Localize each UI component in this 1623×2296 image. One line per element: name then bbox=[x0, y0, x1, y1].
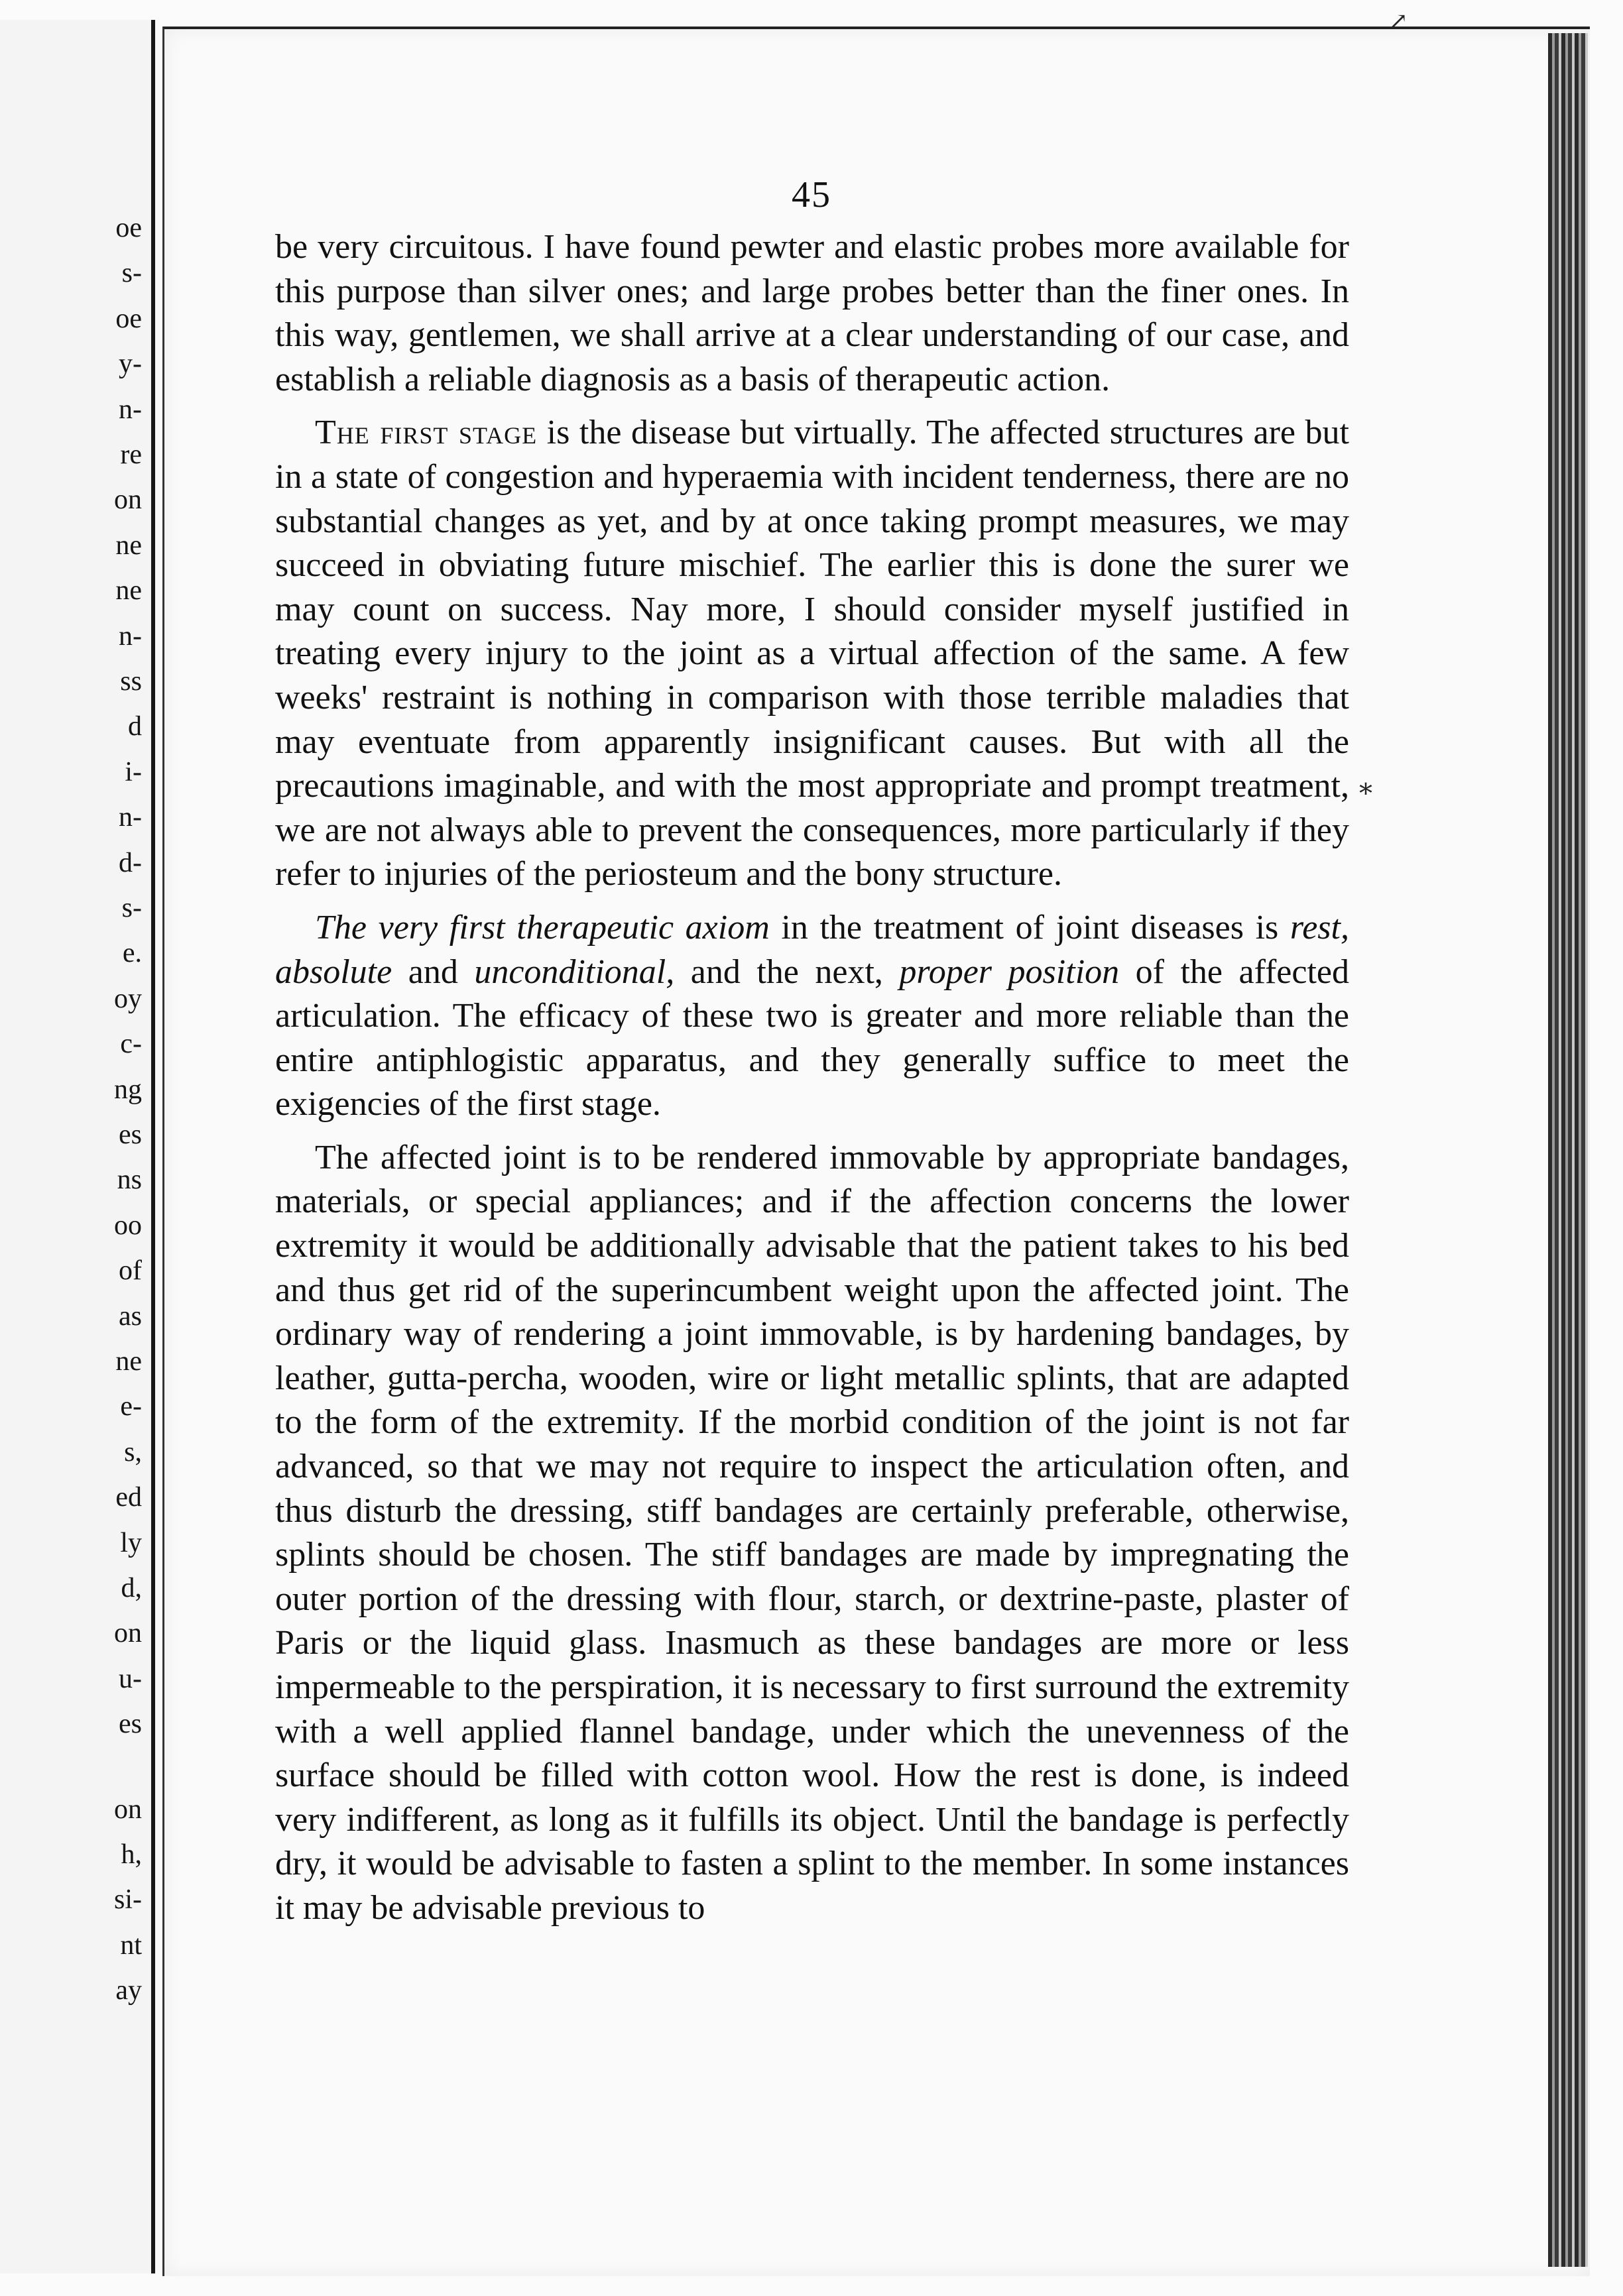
previous-page-fragment: d, bbox=[121, 1573, 142, 1603]
previous-page-fragment: ng bbox=[114, 1074, 142, 1105]
paragraph-2 bbox=[275, 411, 1349, 897]
previous-page-fragment: oo bbox=[114, 1210, 142, 1241]
previous-page-fragment: ne bbox=[115, 530, 142, 561]
previous-page-fragment: ed bbox=[115, 1482, 142, 1513]
previous-page-fragment: d- bbox=[119, 847, 142, 878]
emphasis-unconditional: unconditional, bbox=[474, 952, 675, 991]
previous-page-fragment: ay bbox=[115, 1975, 142, 2006]
previous-page-fragment: n- bbox=[119, 620, 142, 652]
emphasis-rest: rest, absolute bbox=[275, 908, 1349, 991]
previous-page-fragment: s- bbox=[121, 893, 142, 923]
previous-page-fragment: ly bbox=[120, 1527, 142, 1558]
previous-page-fragment: re bbox=[120, 439, 142, 470]
previous-page-fragment: u- bbox=[119, 1663, 142, 1694]
previous-page-fragment: es bbox=[119, 1119, 142, 1150]
previous-page-fragment: es bbox=[119, 1709, 142, 1740]
margin-mark: ⁎ bbox=[1359, 770, 1372, 801]
previous-page-fragment: ne bbox=[115, 1346, 142, 1377]
previous-page-edge bbox=[0, 20, 155, 2273]
paragraph-3-text-2: and bbox=[392, 952, 475, 991]
previous-page-fragment: n- bbox=[119, 394, 142, 425]
emphasis-axiom: The very first therapeutic axiom bbox=[315, 908, 770, 947]
previous-page-fragment: si- bbox=[114, 1884, 142, 1916]
previous-page-fragment: on bbox=[114, 1618, 142, 1649]
previous-page-fragment: e. bbox=[122, 938, 142, 969]
section-lead: The first stage bbox=[315, 414, 538, 452]
previous-page-fragment: ne bbox=[115, 575, 142, 606]
previous-page-fragment: oe bbox=[115, 213, 142, 243]
page-number: 45 bbox=[792, 174, 831, 215]
paragraph-4: The affected joint is to be rendered immovable by appropriate bandages, materials, or special appliances; and if the affection concerns the lower extremity it would be additionally advisable that the patient takes to his bed and thus get rid of the superincumbent weight upon the affected joint. The ordinary way of rendering a joint immovable, is by hardening bandages, by leather, gutta-percha, wooden, wire or light metallic splints, that are adapted to the form of the extremity. If the morbid condition of the joint is not far advanced, so that we may not require to inspect the articulation often, and thus disturb the dressing, stiff bandages are certainly preferable, otherwise, splints should be chosen. The stiff bandages are made by impregnating the outer portion of the dressing with flour, starch, or dextrine-paste, plaster of Paris or the liquid glass. Inasmuch as these bandages are more or less impermeable to the perspiration, it is necessary to first surround the extremity with a well applied flannel bandage, under which the unevenness of the surface should be filled with cotton wool. How the rest is done, is indeed very indifferent, as long as it fulfills its object. Until the bandage is perfectly dry, it would be advisable to fasten a splint to the member. In some instances it may be advisable previous to bbox=[275, 1138, 1349, 1927]
previous-page-fragment: s- bbox=[121, 258, 142, 289]
previous-page-fragment: e- bbox=[120, 1391, 142, 1422]
previous-page-fragment: s, bbox=[124, 1436, 142, 1467]
previous-page-fragment: nt bbox=[120, 1929, 142, 1961]
paragraph-3-text-4: of the affected articulation. The efficacy of these two is greater and more reliable than the entire antiphlogistic apparatus, and they generally suffice to meet the exigencies of the first stage. bbox=[275, 952, 1349, 1123]
previous-page-fragment: oe bbox=[115, 303, 142, 334]
paragraph-1: be very circuitous. I have found pewter and elastic probes more available for this purpose than silver ones; and large probes better than the finer ones. In this way, gentlemen, we shall arrive at a clear understanding of our case, and establish a reliable diagnosis as a basis of therapeutic action. bbox=[275, 228, 1349, 398]
paragraph-3-text-1: in the treatment of joint diseases is bbox=[769, 908, 1290, 947]
page-body bbox=[275, 225, 1349, 1940]
previous-page-fragment: h, bbox=[121, 1839, 142, 1870]
previous-page-fragment: on bbox=[114, 1794, 142, 1825]
paragraph-2-text: is the disease but virtually. The affected structures are but in a state of congestion and hyperaemia with incident tenderness, there are no substantial changes as yet, and by at once taking prompt measures, we may succeed in obviating future mischief. The earlier this is done the surer we may count on success. Nay more, I should consider myself justified in treating every injury to the joint as a virtual affection of the same. A few weeks' restraint is nothing in comparison with those terrible maladies that may eventuate from apparently insignificant causes. But with all the precautions imaginable, and with the most appropriate and prompt treatment, we are not always able to prevent the consequences, more particularly if they refer to injuries of the periosteum and the bony structure. bbox=[275, 414, 1350, 893]
previous-page-fragment: ns bbox=[117, 1165, 142, 1196]
previous-page-fragment: of bbox=[119, 1255, 142, 1287]
paragraph-3 bbox=[275, 906, 1349, 1127]
emphasis-proper-position: proper position bbox=[899, 952, 1120, 991]
previous-page-fragment: c- bbox=[120, 1029, 142, 1060]
previous-page-fragment: oy bbox=[114, 983, 142, 1014]
previous-page-fragment: as bbox=[119, 1300, 142, 1332]
previous-page-fragment: y- bbox=[119, 349, 142, 380]
previous-page-fragment: i- bbox=[125, 756, 142, 787]
previous-page-fragment: ss bbox=[120, 666, 142, 697]
paragraph-3-text-3: and the next, bbox=[674, 952, 900, 991]
previous-page-fragment: on bbox=[114, 485, 142, 516]
previous-page-fragment: n- bbox=[119, 802, 142, 833]
previous-page-fragment: d bbox=[128, 711, 142, 742]
page-stack-edge bbox=[1548, 33, 1588, 2267]
corner-mark: ↗ bbox=[1389, 8, 1408, 34]
